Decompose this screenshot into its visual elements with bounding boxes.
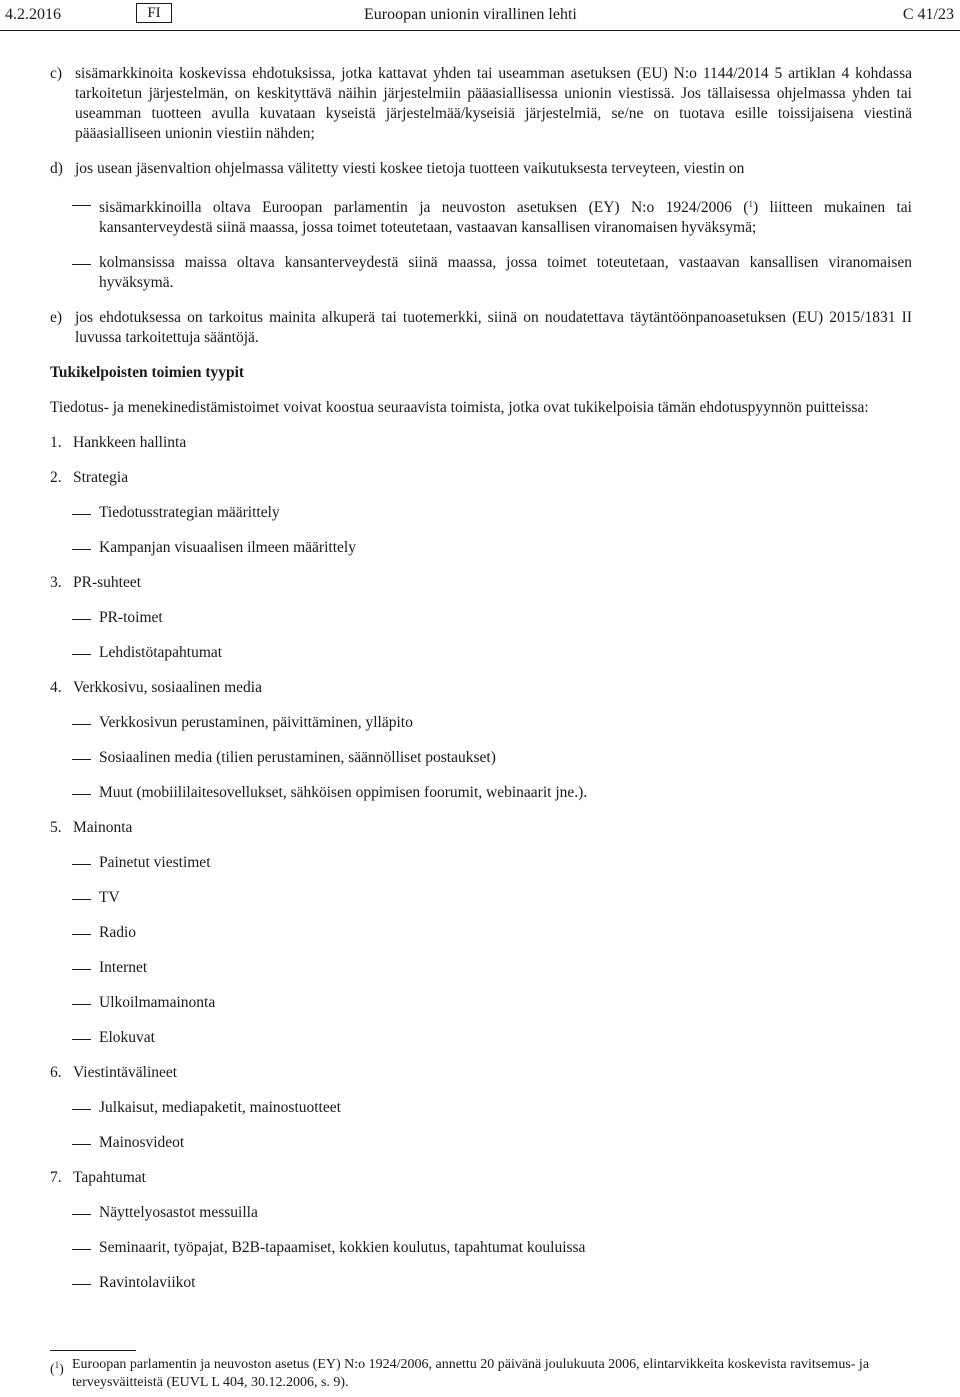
footnote-reference[interactable]: 1 xyxy=(748,199,753,209)
dash-marker xyxy=(72,864,91,865)
list-item xyxy=(50,958,912,978)
list-section-title: Strategia xyxy=(73,469,129,486)
list-section-title: PR-suhteet xyxy=(73,574,142,591)
dash-marker xyxy=(72,969,91,970)
footnote-separator xyxy=(50,1350,136,1351)
main-content xyxy=(50,64,912,1293)
section-intro: Tiedotus- ja menekinedistämistoimet voivat koostua seuraavista toimista, jotka ovat tukikelpoisia tämän ehdotuspyynnön puitteissa: xyxy=(50,399,869,416)
dash-marker xyxy=(72,1109,91,1110)
list-section-title: Verkkosivu, sosiaalinen media xyxy=(73,679,262,696)
journal-title: Euroopan unionin virallinen lehti xyxy=(364,6,577,23)
list-number: 2. xyxy=(50,469,62,486)
list-item xyxy=(50,748,912,768)
section-heading: Tukikelpoisten toimien tyypit xyxy=(50,364,245,381)
item-d-dash-2 xyxy=(50,253,912,293)
list-item-text: TV xyxy=(99,889,120,906)
dash-text-cont: ) liitteen mukainen tai kansanterveydestä siinä maassa, jossa toimet toteutetaan, vastaavan kansallisen viranomaisen hyväksymä; xyxy=(99,199,912,236)
list-number: 4. xyxy=(50,679,62,696)
list-item xyxy=(50,783,912,803)
list-item xyxy=(50,713,912,733)
language-badge: FI xyxy=(136,3,172,23)
dash-marker xyxy=(72,205,91,206)
list-item-text: Internet xyxy=(99,959,148,976)
page-header xyxy=(0,0,960,31)
item-c xyxy=(50,64,912,144)
list-number: 7. xyxy=(50,1169,62,1186)
dash-marker xyxy=(72,899,91,900)
list-item xyxy=(50,1133,912,1153)
dash-marker xyxy=(72,1144,91,1145)
dash-marker xyxy=(72,619,91,620)
list-section xyxy=(50,678,912,698)
list-item xyxy=(50,888,912,908)
list-item-text: Näyttelyosastot messuilla xyxy=(99,1204,258,1221)
dash-marker xyxy=(72,934,91,935)
dash-marker xyxy=(72,264,91,265)
list-item xyxy=(50,1098,912,1118)
item-d xyxy=(50,159,912,179)
dash-marker xyxy=(72,549,91,550)
list-item-text: Painetut viestimet xyxy=(99,854,211,871)
list-item-text: Seminaarit, työpajat, B2B-tapaamiset, kokkien koulutus, tapahtumat kouluissa xyxy=(99,1239,586,1256)
list-item-text: Mainosvideot xyxy=(99,1134,185,1151)
list-number: 6. xyxy=(50,1064,62,1081)
list-item-text: Elokuvat xyxy=(99,1029,155,1046)
list-item-text: Ulkoilmamainonta xyxy=(99,994,216,1011)
header-date: 4.2.2016 xyxy=(5,6,61,23)
item-label: e) xyxy=(50,309,63,326)
list-item xyxy=(50,538,912,558)
list-item xyxy=(50,1028,912,1048)
dash-marker xyxy=(72,1284,91,1285)
dash-marker xyxy=(72,794,91,795)
list-item-text: Tiedotusstrategian määrittely xyxy=(99,504,280,521)
list-item-text: Kampanjan visuaalisen ilmeen määrittely xyxy=(99,539,356,556)
list-section xyxy=(50,573,912,593)
dash-marker xyxy=(72,724,91,725)
list-item xyxy=(50,643,912,663)
item-e xyxy=(50,308,912,348)
list-number: 1. xyxy=(50,434,62,451)
list-item xyxy=(50,1238,912,1258)
list-section xyxy=(50,433,912,453)
list-item-text: Lehdistötapahtumat xyxy=(99,644,223,661)
dash-marker xyxy=(72,654,91,655)
list-section-title: Viestintävälineet xyxy=(73,1064,178,1081)
list-section xyxy=(50,1063,912,1083)
list-item xyxy=(50,503,912,523)
list-section xyxy=(50,468,912,488)
list-item-text: Muut (mobiililaitesovellukset, sähköisen oppimisen foorumit, webinaarit jne.). xyxy=(99,784,588,801)
item-d-dash-1 xyxy=(50,194,912,238)
list-item xyxy=(50,923,912,943)
list-item xyxy=(50,1203,912,1223)
item-text: sisämarkkinoita koskevissa ehdotuksissa, jotka kattavat yhden tai useamman asetuksen (EU) N:o 1144/2014 5 artiklan 4 kohdassa tarkoitetun järjestelmän, on keskityttävä näihin järjestelmiin pääasiallisessa unionin viestissä. Jos tällaisessa ohjelmassa yhden tai useamman tuotteen avulla kuvataan kyseistä järjestelmää/kyseisiä järjestelmiä, se/ne on tuotava esille toissijaisena viestinä pääasialliseen unionin viestiin nähden; xyxy=(75,65,912,142)
list-number: 3. xyxy=(50,574,62,591)
list-item xyxy=(50,1273,912,1293)
item-text: jos ehdotuksessa on tarkoitus mainita alkuperä tai tuotemerkki, siinä on noudatettava täytäntöönpanoasetuksen (EU) 2015/1831 II luvussa tarkoitettuja sääntöjä. xyxy=(75,309,912,346)
list-section-title: Mainonta xyxy=(73,819,133,836)
dash-marker xyxy=(72,1004,91,1005)
list-number: 5. xyxy=(50,819,62,836)
item-label: d) xyxy=(50,160,63,177)
item-label: c) xyxy=(50,65,63,82)
list-section-title: Tapahtumat xyxy=(73,1169,146,1186)
page-number: C 41/23 xyxy=(902,6,954,23)
list-item-text: Julkaisut, mediapaketit, mainostuotteet xyxy=(99,1099,341,1116)
footnote-label: ($^1$) xyxy=(50,1360,64,1377)
footnote xyxy=(50,1356,912,1392)
list-item-text: Sosiaalinen media (tilien perustaminen, säännölliset postaukset) xyxy=(99,749,496,766)
list-item xyxy=(50,853,912,873)
list-item-text: PR-toimet xyxy=(99,609,163,626)
dash-marker xyxy=(72,759,91,760)
list-item xyxy=(50,608,912,628)
item-text: jos usean jäsenvaltion ohjelmassa välitetty viesti koskee tietoja tuotteen vaikutuksesta terveyteen, viestin on xyxy=(75,160,745,177)
footnote-text: Euroopan parlamentin ja neuvoston asetus (EY) N:o 1924/2006, annettu 20 päivänä joulukuuta 2006, elintarvikkeita koskevista ravitsemus- ja terveysväitteistä (EUVL L 404, 30.12.2006, s. 9). xyxy=(72,1357,870,1390)
dash-marker xyxy=(72,1214,91,1215)
dash-text: kolmansissa maissa oltava kansanterveydestä siinä maassa, jossa toimet toteutetaan, vastaavan kansallisen viranomaisen hyväksymä. xyxy=(99,254,912,291)
list-item-text: Verkkosivun perustaminen, päivittäminen, ylläpito xyxy=(99,714,413,731)
list-section xyxy=(50,1168,912,1188)
dash-marker xyxy=(72,1249,91,1250)
activity-list xyxy=(50,433,912,1293)
dash-marker xyxy=(72,1039,91,1040)
list-item-text: Ravintolaviikot xyxy=(99,1274,196,1291)
dash-text: sisämarkkinoilla oltava Euroopan parlamentin ja neuvoston asetuksen (EY) N:o 1924/2006 ( xyxy=(99,199,749,216)
list-section-title: Hankkeen hallinta xyxy=(73,434,187,451)
list-section xyxy=(50,818,912,838)
list-item-text: Radio xyxy=(99,924,137,941)
list-item xyxy=(50,993,912,1013)
dash-marker xyxy=(72,514,91,515)
